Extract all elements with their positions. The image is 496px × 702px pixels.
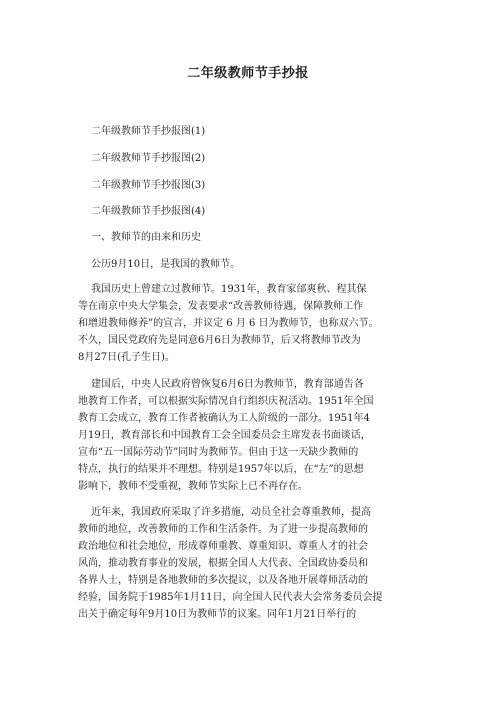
- list-item: 二年级教师节手抄报图(4): [91, 206, 206, 217]
- paragraph-2-line: 月19日，教育部长和中国教育工会全国委员会主席发表书面谈话，: [78, 430, 371, 441]
- paragraph-2-line: 地教育工作者，可以根据实际情况自行组织庆祝活动。1951年全国: [78, 396, 374, 407]
- paragraph-2-line: 影响下，教师不受重视，教师节实际上已不再存在。: [78, 481, 308, 492]
- paragraph-1-line: 我国历史上曾建立过教师节。1931年，教育家邰爽秋、程其保: [91, 284, 367, 295]
- page-title: 二年级教师节手抄报: [187, 66, 309, 81]
- paragraph-3-line: 教师的地位，改善教师的工作和生活条件。为了进一步提高教师的: [78, 524, 368, 535]
- list-item: 二年级教师节手抄报图(3): [91, 180, 206, 191]
- paragraph-1-line: 不久，国民党政府先是同意6月6日为教师节，后又将教师节改为: [78, 335, 361, 346]
- paragraph-2-line: 宣布“五一国际劳动节”同时为教师节。但由于这一天缺少教师的: [78, 447, 359, 458]
- paragraph-1-line: 和增进教师修养”的宣言，并议定 6 月 6 日为教师节，也称双六节。: [78, 318, 379, 329]
- paragraph-1-line: 8月27日(孔子生日)。: [78, 352, 175, 363]
- paragraph-2-line: 教育工会成立，教育工作者被确认为工人阶级的一部分。1951年4: [78, 413, 370, 424]
- intro-text: 公历9月10日，是我国的教师节。: [91, 259, 241, 270]
- paragraph-3-line: 经验，国务院于1985年1月11日，向全国人民代表大会常务委员会提: [78, 592, 383, 603]
- paragraph-2-line: 建国后，中央人民政府曾恢复6月6日为教师节，教育部通告各: [91, 379, 364, 390]
- list-item: 二年级教师节手抄报图(2): [91, 153, 206, 164]
- paragraph-1-line: 等在南京中央大学集会，发表要求“改善教师待遇，保障教师工作: [78, 301, 364, 312]
- paragraph-3-line: 各界人士，特别是各地教师的多次提议，以及各地开展尊师活动的: [78, 575, 368, 586]
- section-heading: 一、教师节的由来和历史: [91, 232, 201, 243]
- paragraph-3-line: 风尚，推动教育事业的发展，根据全国人大代表、全国政协委员和: [78, 558, 368, 569]
- list-item: 二年级教师节手抄报图(1): [91, 126, 206, 137]
- paragraph-3-line: 出关于确定每年9月10日为教师节的议案。同年1月21日举行的: [78, 609, 357, 620]
- paragraph-2-line: 特点，执行的结果并不理想。特别是1957年以后，在“左”的思想: [78, 464, 364, 475]
- paragraph-3-line: 近年来，我国政府采取了许多措施，动员全社会尊重教师，提高: [91, 507, 371, 518]
- paragraph-3-line: 政治地位和社会地位，形成尊师重教、尊重知识、尊重人才的社会: [78, 541, 368, 552]
